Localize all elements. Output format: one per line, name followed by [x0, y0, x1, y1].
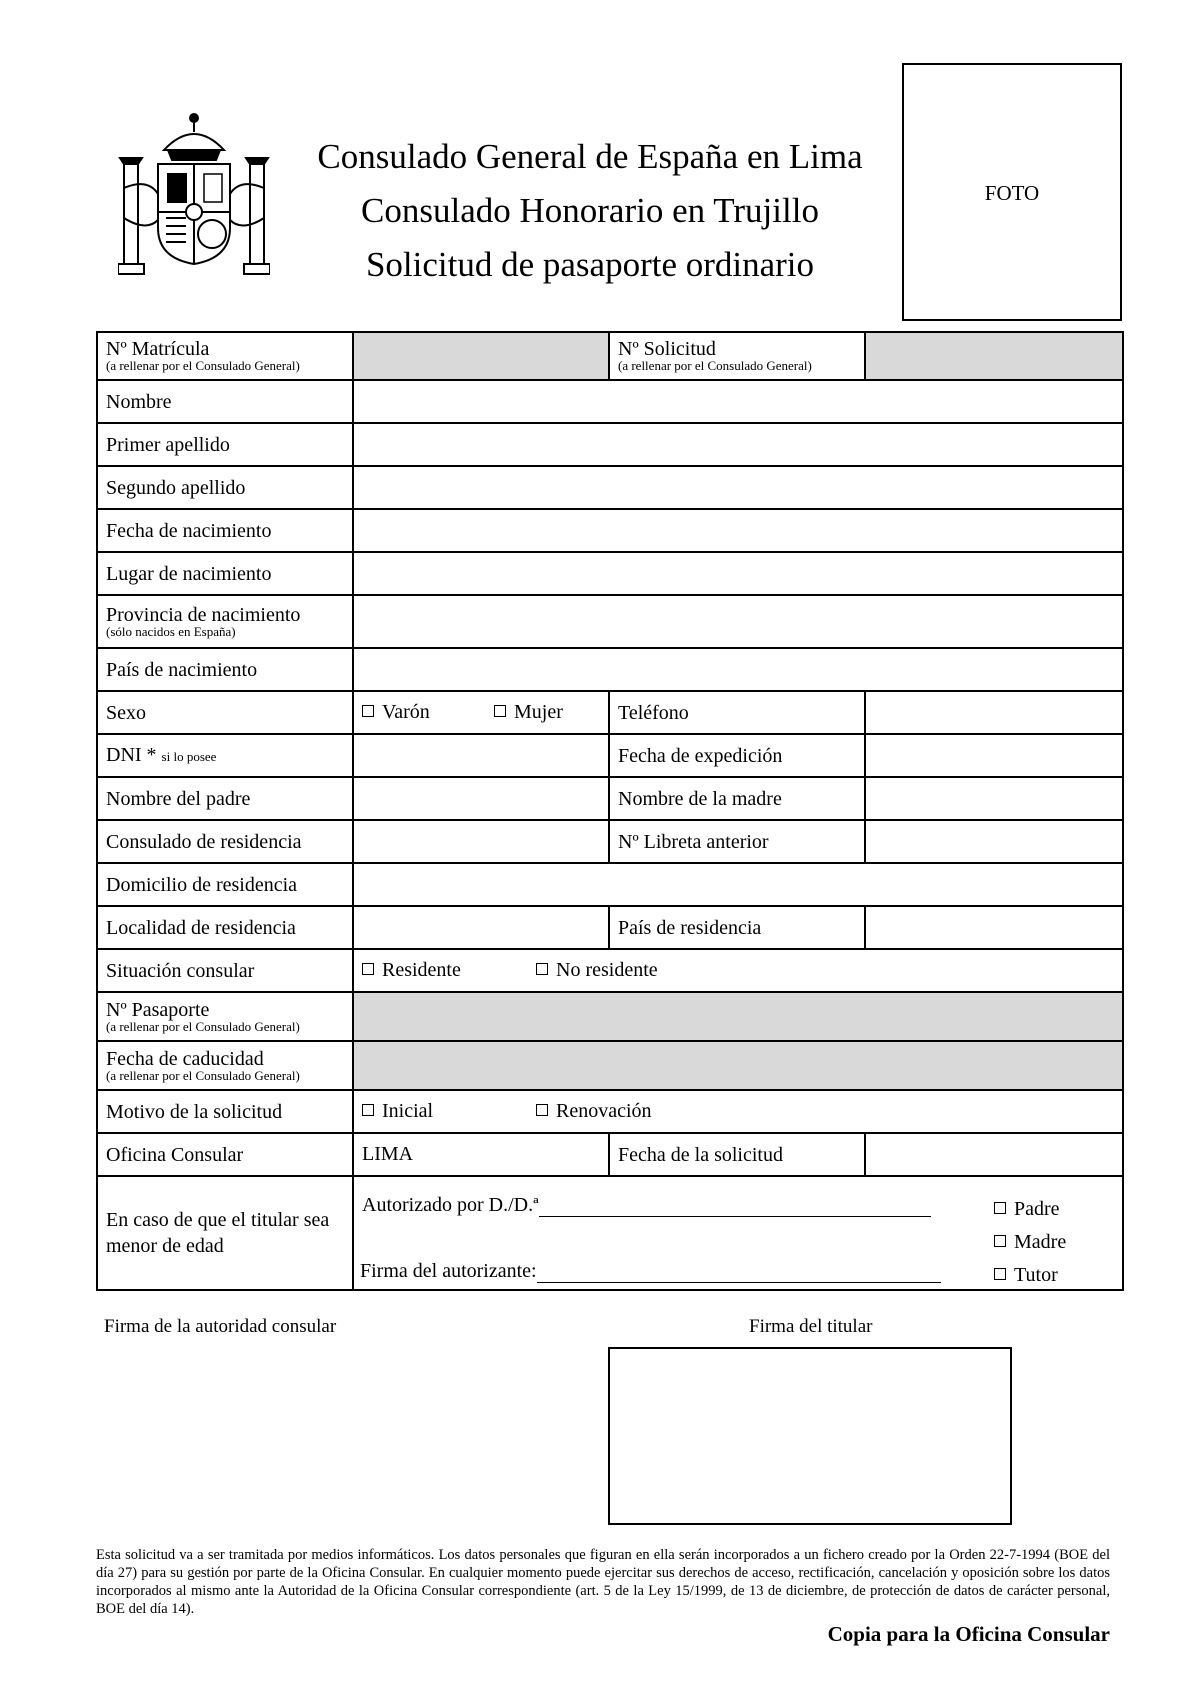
solicitud-label: Nº Solicitud (a rellenar por el Consulado General) [609, 332, 865, 380]
dni-note: si lo posee [161, 748, 217, 764]
dni-label: DNI * si lo posee [97, 734, 353, 777]
checkbox-icon[interactable] [994, 1202, 1006, 1214]
pasaporte-field [353, 992, 1123, 1041]
honorary-consulate-title: Consulado Honorario en Trujillo [361, 191, 819, 230]
situacion-options [353, 949, 1123, 992]
motivo-renovacion-option[interactable]: Renovación [536, 1100, 652, 1123]
caducidad-label: Fecha de caducidad (a rellenar por el Consulado General) [97, 1041, 353, 1090]
fecha-expedicion-field[interactable] [865, 734, 1123, 777]
privacy-notice: Esta solicitud va a ser tramitada por medios informáticos. Los datos personales que figuran en ella serán incorporados a un fichero creado por la Orden 22-7-1994 (BOE del día 27) para su gestión por parte de la Oficina Consular. En cualquier momento puede ejercitar sus derechos de acceso, rectificación, cancelación y oposición sobre los datos incorporados al mismo ante la Autoridad de la Oficina Consular correspondiente (art. 5 de la Ley 15/1999, de 13 de diciembre, de protección de datos de carácter personal, BOE del día 14). [96, 1547, 1110, 1617]
menor-label: En caso de que el titular sea menor de edad [97, 1176, 353, 1290]
provincia-nacimiento-label: Provincia de nacimiento (sólo nacidos en España) [97, 595, 353, 648]
nombre-label: Nombre [97, 380, 353, 423]
menor-section [353, 1176, 1123, 1290]
checkbox-icon[interactable] [994, 1235, 1006, 1247]
consulate-title: Consulado General de España en Lima [317, 137, 863, 176]
lugar-nacimiento-field[interactable] [353, 552, 1123, 595]
header-titles [290, 130, 890, 292]
fecha-expedicion-label: Fecha de expedición [609, 734, 865, 777]
telefono-field[interactable] [865, 691, 1123, 734]
situacion-consular-label: Situación consular [97, 949, 353, 992]
firma-titular-box[interactable] [608, 1347, 1012, 1525]
checkbox-icon[interactable] [494, 705, 506, 717]
telefono-label: Teléfono [609, 691, 865, 734]
pais-nacimiento-label: País de nacimiento [97, 648, 353, 691]
consulado-residencia-label: Consulado de residencia [97, 820, 353, 863]
checkbox-icon[interactable] [536, 963, 548, 975]
checkbox-icon[interactable] [362, 963, 374, 975]
checkbox-icon[interactable] [362, 705, 374, 717]
segundo-apellido-field[interactable] [353, 466, 1123, 509]
situacion-no-residente-option[interactable]: No residente [536, 959, 658, 982]
fecha-solicitud-label: Fecha de la solicitud [609, 1133, 865, 1176]
pais-residencia-field[interactable] [865, 906, 1123, 949]
matricula-label: Nº Matrícula (a rellenar por el Consulado General) [97, 332, 353, 380]
matricula-note: (a rellenar por el Consulado General) [106, 358, 300, 373]
sexo-mujer-option[interactable]: Mujer [494, 701, 563, 724]
firma-titular-label: Firma del titular [749, 1316, 873, 1337]
photo-label: FOTO [984, 181, 1040, 205]
oficina-label: Oficina Consular [97, 1133, 353, 1176]
pais-residencia-label: País de residencia [609, 906, 865, 949]
pasaporte-note: (a rellenar por el Consulado General) [106, 1018, 300, 1034]
nombre-padre-label: Nombre del padre [97, 777, 353, 820]
localidad-residencia-label: Localidad de residencia [97, 906, 353, 949]
checkbox-icon[interactable] [362, 1104, 374, 1116]
situacion-residente-option[interactable]: Residente [362, 959, 536, 982]
primer-apellido-label: Primer apellido [97, 423, 353, 466]
checkbox-icon[interactable] [536, 1104, 548, 1116]
libreta-anterior-label: Nº Libreta anterior [609, 820, 865, 863]
segundo-apellido-label: Segundo apellido [97, 466, 353, 509]
menor-tutor-option[interactable]: Tutor [994, 1259, 1104, 1292]
provincia-nacimiento-field[interactable] [353, 595, 1123, 648]
menor-options [994, 1193, 1104, 1292]
nombre-madre-field[interactable] [865, 777, 1123, 820]
sexo-label: Sexo [97, 691, 353, 734]
form-title: Solicitud de pasaporte ordinario [365, 245, 815, 284]
caducidad-note: (a rellenar por el Consulado General) [106, 1067, 300, 1083]
coat-of-arms-icon [118, 108, 270, 278]
motivo-inicial-option[interactable]: Inicial [362, 1100, 536, 1123]
oficina-value: LIMA [353, 1133, 609, 1176]
autorizado-line: Autorizado por D./D.ª [362, 1193, 931, 1217]
application-form [96, 331, 1124, 1291]
autorizado-field[interactable] [539, 1193, 931, 1217]
nombre-madre-label: Nombre de la madre [609, 777, 865, 820]
localidad-residencia-field[interactable] [353, 906, 609, 949]
sexo-options [353, 691, 609, 734]
firma-autorizante-field[interactable] [537, 1259, 941, 1283]
libreta-anterior-field[interactable] [865, 820, 1123, 863]
solicitud-field [865, 332, 1123, 380]
pais-nacimiento-field[interactable] [353, 648, 1123, 691]
motivo-options [353, 1090, 1123, 1133]
dni-field[interactable] [353, 734, 609, 777]
checkbox-icon[interactable] [994, 1268, 1006, 1280]
fecha-solicitud-field[interactable] [865, 1133, 1123, 1176]
caducidad-field [353, 1041, 1123, 1090]
primer-apellido-field[interactable] [353, 423, 1123, 466]
menor-padre-option[interactable]: Padre [994, 1193, 1104, 1226]
motivo-label: Motivo de la solicitud [97, 1090, 353, 1133]
menor-madre-option[interactable]: Madre [994, 1226, 1104, 1259]
solicitud-note: (a rellenar por el Consulado General) [618, 358, 812, 373]
pasaporte-label: Nº Pasaporte (a rellenar por el Consulado General) [97, 992, 353, 1041]
firma-autorizante-line: Firma del autorizante: [360, 1259, 941, 1283]
lugar-nacimiento-label: Lugar de nacimiento [97, 552, 353, 595]
firma-autoridad-label: Firma de la autoridad consular [104, 1316, 337, 1337]
photo-box[interactable] [902, 63, 1122, 321]
fecha-nacimiento-label: Fecha de nacimiento [97, 509, 353, 552]
nombre-field[interactable] [353, 380, 1123, 423]
domicilio-residencia-field[interactable] [353, 863, 1123, 906]
domicilio-residencia-label: Domicilio de residencia [97, 863, 353, 906]
consulado-residencia-field[interactable] [353, 820, 609, 863]
sexo-varon-option[interactable]: Varón [362, 701, 494, 724]
fecha-nacimiento-field[interactable] [353, 509, 1123, 552]
nombre-padre-field[interactable] [353, 777, 609, 820]
copy-label: Copia para la Oficina Consular [827, 1622, 1110, 1646]
provincia-note: (sólo nacidos en España) [106, 623, 236, 639]
matricula-field [353, 332, 609, 380]
